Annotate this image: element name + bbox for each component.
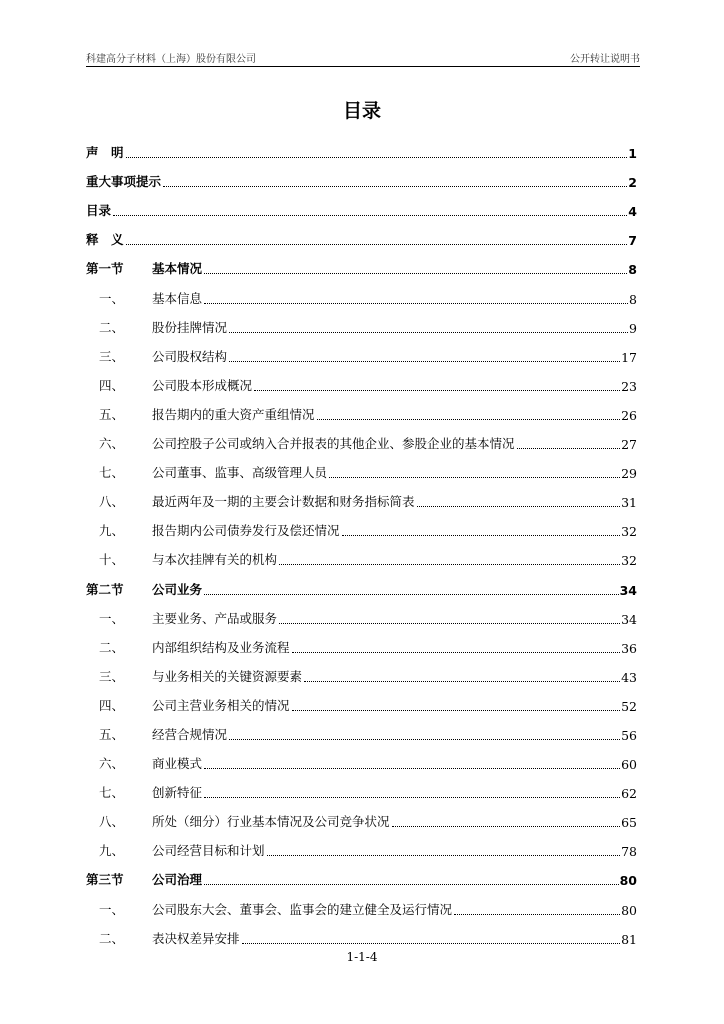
toc-entry[interactable]	[86, 136, 637, 165]
toc-entry-title: 表决权差异安排	[152, 930, 240, 946]
toc-entry[interactable]	[86, 602, 637, 631]
dot-leader	[279, 564, 620, 565]
toc-entry-page: 52	[621, 698, 637, 714]
toc-entry-number: 十、	[99, 552, 125, 568]
dot-leader	[229, 361, 620, 362]
toc-entry-number: 一、	[99, 610, 125, 626]
dot-leader	[126, 157, 628, 158]
toc-entry-page: 65	[621, 815, 637, 831]
toc-entry-page: 81	[621, 931, 637, 947]
toc-entry-page: 4	[628, 204, 637, 220]
toc-entry-title: 公司经营目标和计划	[152, 843, 265, 859]
toc-entry-title: 创新特征	[152, 785, 203, 801]
dot-leader	[242, 943, 621, 944]
toc-entry[interactable]	[86, 194, 637, 223]
toc-entry-page: 80	[621, 902, 637, 918]
toc-entry-page: 26	[621, 407, 637, 423]
toc-entry-number: 一、	[99, 290, 125, 306]
toc-entry[interactable]	[86, 398, 637, 427]
toc-entry-title: 经营合规情况	[152, 726, 228, 742]
toc-entry-page: 56	[621, 727, 637, 743]
toc-entry-page: 43	[621, 669, 637, 685]
toc-entry-title: 与业务相关的关键资源要素	[152, 668, 303, 684]
toc-entry-number: 第三节	[86, 872, 124, 888]
toc-entry[interactable]	[86, 340, 637, 369]
toc-entry[interactable]	[86, 805, 637, 834]
header-document-title: 公开转让说明书	[570, 54, 640, 65]
toc-entry-number: 三、	[99, 668, 125, 684]
toc-entry-page: 9	[629, 320, 637, 336]
toc-entry-title: 公司股东大会、董事会、监事会的建立健全及运行情况	[152, 901, 453, 917]
toc-entry[interactable]	[86, 922, 637, 951]
toc-entry-number: 八、	[99, 494, 125, 510]
toc-entry-number: 七、	[99, 465, 125, 481]
dot-leader	[279, 623, 620, 624]
toc-entry[interactable]	[86, 252, 637, 281]
page-header	[86, 48, 640, 67]
dot-leader	[392, 826, 621, 827]
toc-entry[interactable]	[86, 660, 637, 689]
toc-entry[interactable]	[86, 892, 637, 921]
toc-entry-title: 公司治理	[152, 872, 203, 888]
dot-leader	[292, 710, 621, 711]
toc-entry[interactable]	[86, 572, 637, 601]
toc-entry-title: 重大事项提示	[86, 174, 162, 190]
toc-entry-number: 第二节	[86, 581, 124, 597]
toc-entry[interactable]	[86, 631, 637, 660]
toc-entry-page: 32	[621, 524, 637, 540]
dot-leader	[204, 797, 620, 798]
dot-leader	[329, 477, 620, 478]
dot-leader	[204, 768, 620, 769]
toc-entry-number: 八、	[99, 814, 125, 830]
toc-entry[interactable]	[86, 776, 637, 805]
toc-entry-title: 最近两年及一期的主要会计数据和财务指标简表	[152, 494, 415, 510]
toc-entry-page: 23	[621, 378, 637, 394]
toc-entry-title: 公司股本形成概况	[152, 377, 253, 393]
toc-entry[interactable]	[86, 223, 637, 252]
toc-entry-page: 2	[628, 175, 637, 191]
toc-entry-title: 主要业务、产品或服务	[152, 610, 278, 626]
toc-entry-number: 二、	[99, 639, 125, 655]
toc-entry-number: 三、	[99, 348, 125, 364]
dot-leader	[204, 303, 628, 304]
toc-entry[interactable]	[86, 485, 637, 514]
toc-entry-title: 公司主营业务相关的情况	[152, 697, 290, 713]
toc-entry-number: 四、	[99, 697, 125, 713]
toc-entry-page: 8	[629, 291, 637, 307]
toc-entry[interactable]	[86, 514, 637, 543]
toc-entry-page: 29	[621, 466, 637, 482]
dot-leader	[204, 884, 619, 885]
dot-leader	[304, 681, 620, 682]
dot-leader	[267, 855, 621, 856]
toc-entry-page: 7	[628, 233, 637, 249]
toc-entry-number: 二、	[99, 319, 125, 335]
toc-entry-number: 七、	[99, 785, 125, 801]
table-of-contents	[86, 136, 637, 951]
dot-leader	[254, 390, 620, 391]
dot-leader	[204, 594, 619, 595]
toc-entry-number: 六、	[99, 436, 125, 452]
toc-entry[interactable]	[86, 165, 637, 194]
toc-entry-page: 27	[621, 437, 637, 453]
toc-entry[interactable]	[86, 369, 637, 398]
dot-leader	[517, 448, 621, 449]
dot-leader	[163, 186, 627, 187]
toc-entry-page: 34	[621, 611, 637, 627]
toc-entry-title: 商业模式	[152, 756, 203, 772]
toc-entry-title: 基本情况	[152, 261, 203, 277]
toc-entry[interactable]	[86, 718, 637, 747]
toc-entry-number: 五、	[99, 726, 125, 742]
toc-entry-number: 四、	[99, 377, 125, 393]
toc-entry-page: 78	[621, 844, 637, 860]
dot-leader	[342, 535, 621, 536]
dot-leader	[113, 215, 627, 216]
dot-leader	[204, 273, 627, 274]
toc-entry[interactable]	[86, 456, 637, 485]
toc-entry-page: 36	[621, 640, 637, 656]
toc-entry-title: 报告期内的重大资产重组情况	[152, 406, 315, 422]
toc-entry-page: 60	[621, 757, 637, 773]
toc-entry-number: 第一节	[86, 261, 124, 277]
dot-leader	[454, 914, 620, 915]
toc-entry[interactable]	[86, 689, 637, 718]
toc-entry-page: 8	[628, 262, 637, 278]
toc-entry-title: 公司业务	[152, 581, 203, 597]
toc-entry[interactable]	[86, 311, 637, 340]
toc-entry-page: 80	[619, 873, 637, 889]
toc-entry-number: 九、	[99, 523, 125, 539]
toc-entry-page: 17	[621, 349, 637, 365]
toc-entry-title: 公司董事、监事、高级管理人员	[152, 465, 328, 481]
toc-entry[interactable]	[86, 281, 637, 310]
toc-entry-number: 九、	[99, 843, 125, 859]
toc-entry-title: 所处（细分）行业基本情况及公司竞争状况	[152, 814, 390, 830]
toc-entry[interactable]	[86, 543, 637, 572]
toc-entry-title: 目录	[86, 203, 112, 219]
toc-entry-title: 释 义	[86, 232, 124, 248]
toc-entry-page: 32	[621, 553, 637, 569]
toc-entry-title: 股份挂牌情况	[152, 319, 228, 335]
toc-entry-number: 二、	[99, 930, 125, 946]
dot-leader	[229, 332, 628, 333]
dot-leader	[292, 652, 621, 653]
toc-entry[interactable]	[86, 427, 637, 456]
toc-entry-title: 基本信息	[152, 290, 203, 306]
toc-entry-title: 公司控股子公司或纳入合并报表的其他企业、参股企业的基本情况	[152, 436, 515, 452]
toc-entry-title: 公司股权结构	[152, 348, 228, 364]
toc-entry-number: 一、	[99, 901, 125, 917]
toc-entry-page: 1	[628, 146, 637, 162]
toc-entry[interactable]	[86, 747, 637, 776]
toc-entry-title: 声 明	[86, 145, 124, 161]
dot-leader	[126, 244, 628, 245]
toc-entry-page: 31	[621, 495, 637, 511]
dot-leader	[229, 739, 620, 740]
toc-entry-title: 与本次挂牌有关的机构	[152, 552, 278, 568]
dot-leader	[417, 506, 621, 507]
toc-entry[interactable]	[86, 863, 637, 892]
page-title: 目录	[342, 100, 381, 122]
page-number: 1-1-4	[346, 950, 378, 964]
dot-leader	[317, 419, 621, 420]
toc-entry-title: 报告期内公司债券发行及偿还情况	[152, 523, 340, 539]
header-company-name: 科建高分子材料（上海）股份有限公司	[86, 54, 256, 65]
toc-entry-page: 62	[621, 786, 637, 802]
toc-entry-title: 内部组织结构及业务流程	[152, 639, 290, 655]
toc-entry[interactable]	[86, 834, 637, 863]
toc-entry-page: 34	[619, 582, 637, 598]
toc-entry-number: 六、	[99, 756, 125, 772]
toc-entry-number: 五、	[99, 406, 125, 422]
